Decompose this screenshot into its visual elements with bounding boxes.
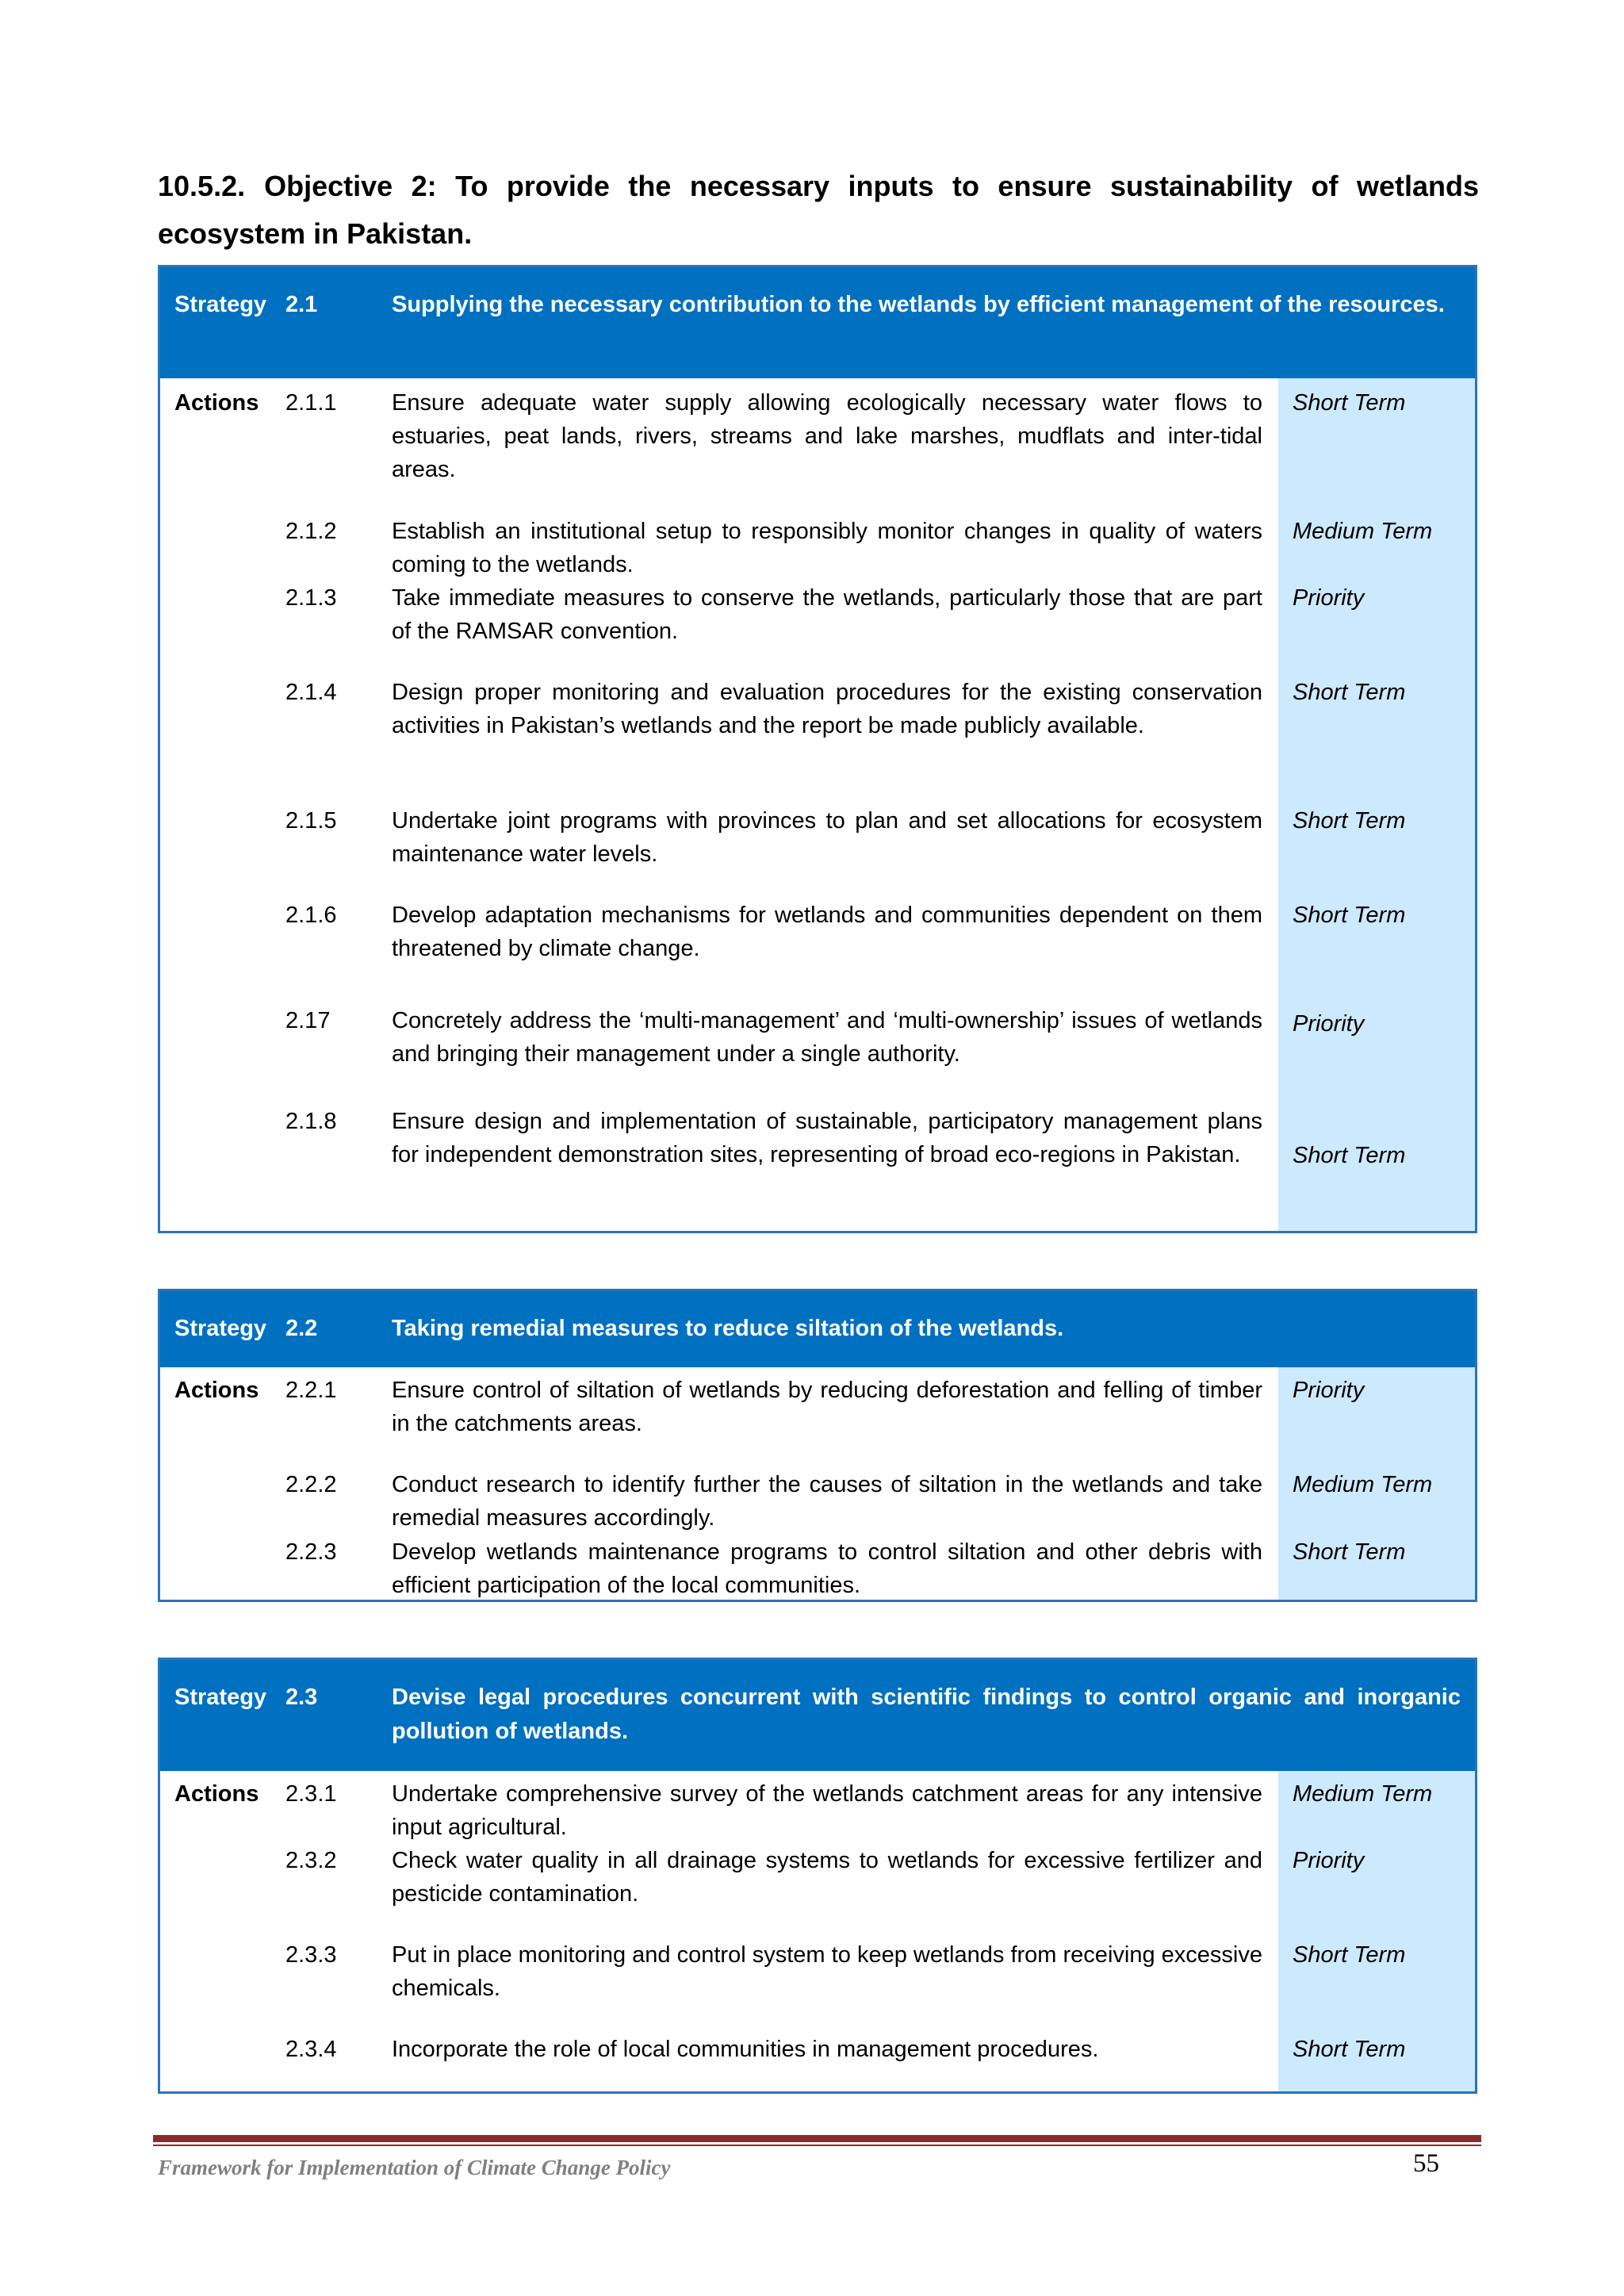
strategy-number: 2.3 (285, 1685, 318, 1710)
action-text: Ensure control of siltation of wetlands by reducing deforestation and felling of timber in the catchments areas. (392, 1378, 1262, 1436)
action-text: Develop wetlands maintenance programs to control siltation and other debris with efficient participation of the local communities. (392, 1539, 1262, 1598)
strategy-table-2-2 (158, 1289, 1477, 1602)
strategy-header (160, 1291, 1475, 1367)
action-number: 2.3.1 (285, 1781, 337, 1807)
action-number: 2.1.3 (285, 585, 337, 611)
action-term: Short Term (1293, 1539, 1406, 1565)
action-text: Ensure design and implementation of sustainable, participatory management plans for independent demonstration sites, representing of broad eco-regions in Pakistan. (392, 1109, 1262, 1167)
action-number: 2.1.4 (285, 680, 337, 705)
action-number: 2.3.3 (285, 1942, 337, 1968)
action-text: Undertake comprehensive survey of the wetlands catchment areas for any intensive input agricultural. (392, 1781, 1262, 1840)
strategy-title: Taking remedial measures to reduce siltation of the wetlands. (392, 1316, 1064, 1341)
action-row (160, 1844, 1475, 1911)
action-row (160, 1105, 1475, 1172)
action-text: Take immediate measures to conserve the wetlands, particularly those that are part of the RAMSAR convention. (392, 585, 1262, 644)
actions-label: Actions (174, 390, 259, 416)
action-text: Design proper monitoring and evaluation procedures for the existing conservation activities in Pakistan’s wetlands and the report be made publicly available. (392, 680, 1262, 738)
action-term: Short Term (1293, 680, 1406, 705)
action-row (160, 386, 1475, 486)
action-number: 2.2.1 (285, 1378, 337, 1403)
strategy-header (160, 1660, 1475, 1771)
action-term: Short Term (1293, 808, 1406, 834)
action-number: 2.1.6 (285, 903, 337, 928)
strategy-label: Strategy (174, 1685, 267, 1710)
action-number: 2.3.4 (285, 2037, 337, 2062)
action-term: Medium Term (1293, 519, 1433, 544)
action-text: Incorporate the role of local communities in management procedures. (392, 2037, 1099, 2062)
action-number: 2.17 (285, 1008, 331, 1033)
actions-list (160, 1367, 1475, 1600)
action-text: Develop adaptation mechanisms for wetlands and communities dependent on them threatened by climate change. (392, 903, 1262, 961)
action-number: 2.2.3 (285, 1539, 337, 1565)
footer-rule-thin (153, 2145, 1481, 2146)
section-title: Objective 2: To provide the necessary inputs to ensure sustainability of wetlands ecosystem in Pakistan. (158, 170, 1479, 250)
action-row (160, 515, 1475, 581)
strategy-title: Supplying the necessary contribution to the wetlands by efficient management of the resources. (392, 292, 1445, 317)
action-text: Put in place monitoring and control system to keep wetlands from receiving excessive chemicals. (392, 1942, 1262, 2001)
action-term: Priority (1293, 585, 1365, 611)
footer-rule (153, 2135, 1481, 2142)
action-term: Short Term (1293, 1942, 1406, 1968)
action-text: Undertake joint programs with provinces to plan and set allocations for ecosystem maintenance water levels. (392, 808, 1262, 867)
strategy-number: 2.2 (285, 1316, 318, 1341)
footer-title: Framework for Implementation of Climate Change Policy (158, 2156, 671, 2179)
action-row (160, 2033, 1475, 2066)
action-row (160, 1004, 1475, 1071)
action-row (160, 804, 1475, 871)
strategy-header (160, 267, 1475, 378)
action-row (160, 1938, 1475, 2005)
action-term: Short Term (1293, 903, 1406, 928)
section-number: 10.5.2. (158, 170, 246, 202)
action-text: Conduct research to identify further the causes of siltation in the wetlands and take remedial measures accordingly. (392, 1472, 1262, 1531)
action-text: Establish an institutional setup to responsibly monitor changes in quality of waters coming to the wetlands. (392, 519, 1262, 577)
action-row (160, 581, 1475, 648)
action-term: Medium Term (1293, 1781, 1433, 1807)
action-text: Check water quality in all drainage systems to wetlands for excessive fertilizer and pesticide contamination. (392, 1848, 1262, 1907)
strategy-label: Strategy (174, 1316, 267, 1341)
action-row (160, 1535, 1475, 1602)
action-term: Short Term (1293, 390, 1406, 416)
action-number: 2.1.8 (285, 1109, 337, 1134)
action-term: Short Term (1293, 2037, 1406, 2062)
action-term: Priority (1293, 1378, 1365, 1403)
actions-label: Actions (174, 1781, 259, 1807)
section-heading (158, 163, 1479, 258)
action-term: Short Term (1293, 1143, 1406, 1168)
action-row (160, 676, 1475, 742)
strategy-table-2-1 (158, 265, 1477, 1233)
action-row (160, 1468, 1475, 1535)
strategy-table-2-3 (158, 1658, 1477, 2094)
page-number: 55 (1413, 2149, 1439, 2178)
action-term: Medium Term (1293, 1472, 1433, 1497)
action-row (160, 1777, 1475, 1844)
strategy-number: 2.1 (285, 292, 318, 317)
action-number: 2.2.2 (285, 1472, 337, 1497)
action-number: 2.1.2 (285, 519, 337, 544)
action-term: Priority (1293, 1848, 1365, 1873)
action-term: Priority (1293, 1011, 1365, 1037)
strategy-title: Devise legal procedures concurrent with scientific findings to control organic and inorganic pollution of wetlands. (392, 1685, 1461, 1744)
action-row (160, 899, 1475, 965)
action-row (160, 1374, 1475, 1440)
action-text: Concretely address the ‘multi-management’ and ‘multi-ownership’ issues of wetlands and bringing their management under a single authority. (392, 1008, 1262, 1067)
action-number: 2.3.2 (285, 1848, 337, 1873)
actions-label: Actions (174, 1378, 259, 1403)
strategy-label: Strategy (174, 292, 267, 317)
action-number: 2.1.1 (285, 390, 337, 416)
action-text: Ensure adequate water supply allowing ecologically necessary water flows to estuaries, peat lands, rivers, streams and lake marshes, mudflats and inter-tidal areas. (392, 390, 1262, 482)
action-number: 2.1.5 (285, 808, 337, 834)
